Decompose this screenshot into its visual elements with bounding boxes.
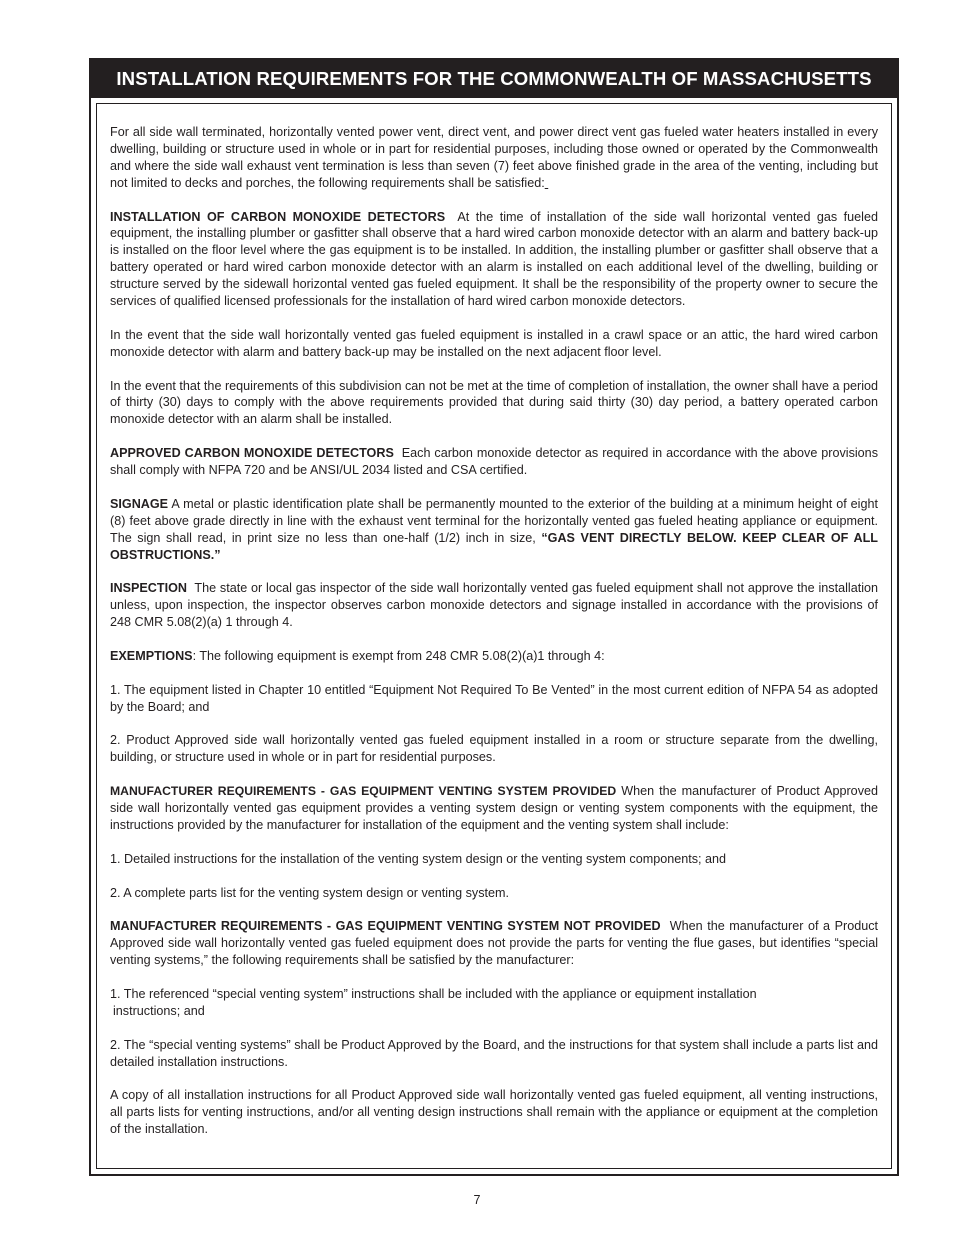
page-number: 7 xyxy=(473,1193,481,1207)
mfr-provided-paragraph xyxy=(110,783,878,834)
signage-heading: SIGNAGE xyxy=(110,496,169,511)
signage-quote: “GAS VENT DIRECTLY BELOW. KEEP CLEAR OF ALL OBSTRUCTIONS.” xyxy=(110,530,878,562)
intro-paragraph: For all side wall terminated, horizontally vented power vent, direct vent, and power direct vent gas fueled water heaters installed in every dwelling, building or structure used in whole or in part for residential purposes, including those owned or operated by the Commonwealth and where the side wall exhaust vent termination is less than seven (7) feet above finished grade in the area of the venting, including but not limited to decks and porches, the following requirements shall be satisfied: xyxy=(110,125,878,190)
mfr-not-provided-item-2: 2. The “special venting systems” shall be Product Approved by the Board, and the instructions for that system shall include a parts list and detailed installation instructions. xyxy=(110,1037,878,1069)
exemptions-heading: EXEMPTIONS xyxy=(110,648,193,663)
mfr-provided-item-2: 2. A complete parts list for the venting system design or venting system. xyxy=(110,885,509,900)
closing-paragraph: A copy of all installation instructions for all Product Approved side wall horizontally vented gas fueled equipment, all venting instructions, all parts lists for venting instructions, and/or all venting design instructions shall remain with the appliance or equipment at the completion of the installation. xyxy=(110,1088,878,1137)
approved-detectors-paragraph xyxy=(110,445,878,479)
co-detectors-paragraph xyxy=(110,209,878,310)
mfr-not-provided-heading: MANUFACTURER REQUIREMENTS - GAS EQUIPMENT VENTING SYSTEM NOT PROVIDED xyxy=(110,919,661,934)
thirty-days-paragraph: In the event that the requirements of this subdivision can not be met at the time of completion of installation, the owner shall have a period of thirty (30) days to comply with the above requirements provided that during said thirty (30) day period, a battery operated carbon monoxide detector with an alarm shall be installed. xyxy=(110,378,878,427)
signage-text: A metal or plastic identification plate shall be permanently mounted to the exterior of the building at a minimum height of eight (8) feet above grade directly in line with the exhaust vent terminal for the horizontally vented gas fueled heating appliance or equipment. The sign shall read, in print size no less than one-half (1/2) inch in size, xyxy=(110,496,878,545)
content-box xyxy=(96,103,892,1169)
requirements-frame xyxy=(89,58,899,1176)
approved-text: Each carbon monoxide detector as required in accordance with the above provisions shall comply with NFPA 720 and be ANSI/UL 2034 listed and CSA certified. xyxy=(110,446,878,478)
exemptions-text: : The following equipment is exempt from 248 CMR 5.08(2)(a)1 through 4: xyxy=(192,648,605,663)
co-detectors-text: At the time of installation of the side wall horizontal vented gas fueled equipment, the installing plumber or gasfitter shall observe that a hard wired carbon monoxide detector with an alarm and battery back-up is installed on the floor level where the gas equipment is to be installed. In addition, the installing plumber or gasfitter shall observe that a battery operated or hard wired carbon monoxide detector with an alarm is installed on each additional level of the dwelling, building or structure served by the sidewall horizontal vented gas fueled equipment. It shall be the responsibility of the property owner to secure the services of qualified licensed professionals for the installation of hard wired carbon monoxide detectors. xyxy=(110,209,878,309)
mfr-provided-text: When the manufacturer of Product Approved side wall horizontally vented gas equipment provides a venting system design or venting system components with the equipment, the instructions provided by the manufacturer for installation of the equipment and the venting system shall include: xyxy=(110,784,878,832)
inspection-text: The state or local gas inspector of the side wall horizontally vented gas fueled equipment shall not approve the installation unless, upon inspection, the inspector observes carbon monoxide detectors and signage installed in accordance with the provisions of 248 CMR 5.08(2)(a) 1 through 4. xyxy=(110,581,878,630)
mfr-not-provided-paragraph xyxy=(110,918,878,969)
page-title: INSTALLATION REQUIREMENTS FOR THE COMMONWEALTH OF MASSACHUSETTS xyxy=(91,60,897,98)
approved-heading: APPROVED CARBON MONOXIDE DETECTORS xyxy=(110,446,394,461)
exemption-item-2: 2. Product Approved side wall horizontally vented gas fueled equipment installed in a room or structure separate from the dwelling, building, or structure used in whole or in part for residential purposes. xyxy=(110,733,878,765)
exemption-item-1: 1. The equipment listed in Chapter 10 entitled “Equipment Not Required To Be Vented” in the most current edition of NFPA 54 as adopted by the Board; and xyxy=(110,682,878,714)
crawl-space-paragraph: In the event that the side wall horizontally vented gas fueled equipment is installed in a crawl space or an attic, the hard wired carbon monoxide detector with alarm and battery back-up may be installed on the next adjacent floor level. xyxy=(110,327,878,359)
mfr-provided-item-1: 1. Detailed instructions for the installation of the venting system design or the venting system components; and xyxy=(110,851,727,866)
inspection-heading: INSPECTION xyxy=(110,581,187,596)
requirements-text xyxy=(110,124,878,1138)
mfr-not-provided-item-1: 1. The referenced “special venting system” instructions shall be included with the appliance or equipment installation instructions; and xyxy=(110,987,757,1018)
signage-paragraph xyxy=(110,496,878,564)
co-detectors-heading: INSTALLATION OF CARBON MONOXIDE DETECTORS xyxy=(110,209,446,224)
inspection-paragraph xyxy=(110,580,878,631)
exemptions-paragraph xyxy=(110,648,878,665)
mfr-not-provided-text: When the manufacturer of a Product Approved side wall horizontally vented gas fueled equipment does not provide the parts for venting the flue gases, but identifies “special venting systems,” the following requirements shall be satisfied by the manufacturer: xyxy=(110,919,878,968)
mfr-provided-heading: MANUFACTURER REQUIREMENTS - GAS EQUIPMENT VENTING SYSTEM PROVIDED xyxy=(110,784,617,799)
